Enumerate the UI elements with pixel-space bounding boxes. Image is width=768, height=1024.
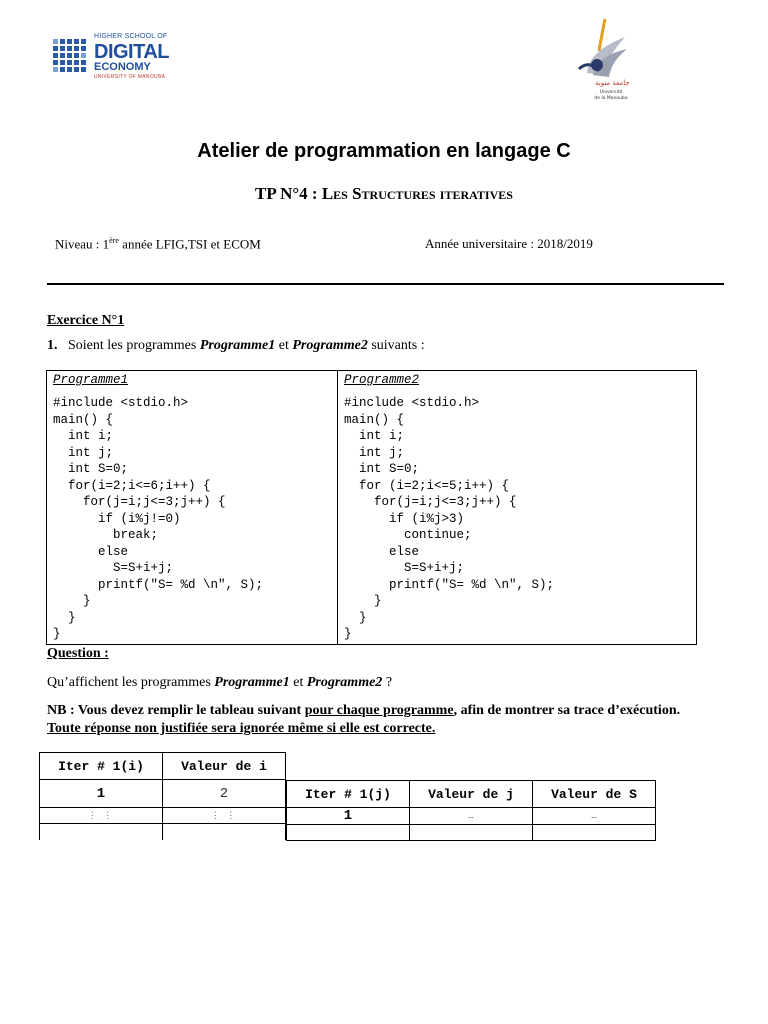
logo-univ: Université: [599, 90, 623, 95]
question-text-a: Qu’affichent les programmes: [47, 675, 215, 690]
logo-line2: DIGITAL: [94, 41, 170, 63]
programme1-cell: [47, 371, 338, 644]
programme2-cell: [338, 371, 696, 644]
question-text: [47, 675, 392, 691]
outer-cell-iter-2[interactable]: ⋮ ⋮: [40, 808, 163, 824]
programme2-code: #include <stdio.h> main() { int i; int j; int S=0; for (i=2;i<=5;i++) { for(j=i;j<=3;j++) { if (i%j>3) continue; else S=S+i+j; printf("S= %d \n", S); } } }: [344, 396, 555, 641]
logo-line3: ECONOMY: [94, 61, 151, 73]
logo-arabic: جامعة منوبة: [595, 79, 630, 87]
logo-line1: HIGHER SCHOOL OF: [94, 33, 168, 40]
trace-table-inner: [286, 780, 656, 841]
programme1-heading: Programme1: [53, 373, 129, 387]
q1-programme2: Programme2: [292, 338, 368, 353]
niveau-suffix: année LFIG,TSI et ECOM: [118, 236, 261, 252]
programme2-heading: Programme2: [344, 373, 420, 387]
q1-text-c: suivants :: [367, 338, 425, 353]
inner-cell-iter-1[interactable]: 1: [287, 808, 410, 825]
inner-cell-iter-2[interactable]: [287, 825, 410, 841]
nb-text-b: , afin de montrer sa trace d’exécution.: [453, 703, 681, 718]
trace-table-outer: [39, 752, 286, 840]
code-table: [46, 370, 697, 645]
question-text-b: et: [289, 675, 307, 690]
exercise-title: Exercice N°1: [47, 313, 125, 328]
programme1-code: #include <stdio.h> main() { int i; int j; int S=0; for(i=2;i<=6;i++) { for(j=i;j<=3;j++) { if (i%j!=0) break; else S=S+i+j; printf("S= %d \n", S); } } }: [53, 396, 264, 641]
q1-text-a: Soient les programmes: [68, 338, 200, 353]
outer-cell-value-2[interactable]: ⋮ ⋮: [163, 808, 286, 824]
q1-programme1: Programme1: [199, 338, 276, 353]
question-text-c: ?: [382, 675, 393, 690]
question-label: Question :: [47, 646, 109, 661]
nb-underlined-2: Toute réponse non justifiée sera ignorée même si elle est correcte.: [47, 721, 436, 736]
digital-grid-icon: [50, 37, 90, 77]
academic-year: Année universitaire : 2018/2019: [425, 236, 593, 251]
page-title: Atelier de programmation en langage C: [197, 140, 571, 162]
university-logo: [575, 15, 637, 101]
nb-text-a: NB : Vous devez remplir le tableau suivant: [47, 703, 305, 718]
inner-header-j: Valeur de j: [410, 781, 533, 808]
page-subtitle: TP N°4 : Les Structures iteratives: [255, 184, 513, 203]
question-programme2: Programme2: [306, 675, 383, 690]
school-logo: [50, 33, 170, 85]
nb-underlined-1: pour chaque programme: [304, 703, 454, 718]
inner-cell-s-1[interactable]: …: [533, 808, 656, 825]
inner-cell-j-1[interactable]: …: [410, 808, 533, 825]
divider: [47, 283, 724, 285]
inner-cell-s-2[interactable]: [533, 825, 656, 841]
university-emblem-icon: [575, 15, 637, 101]
niveau-line: [55, 236, 261, 252]
outer-cell-iter-1[interactable]: 1: [40, 780, 163, 808]
niveau-prefix: Niveau : 1: [55, 236, 110, 252]
q1-text-b: et: [275, 338, 293, 353]
school-logo-text: [94, 33, 169, 80]
outer-cell-iter-3[interactable]: [40, 824, 163, 840]
logo-manouba: de la Manouba: [594, 96, 628, 101]
question-programme1: Programme1: [214, 675, 290, 690]
outer-header-iter: Iter # 1(i): [40, 753, 163, 780]
niveau-sup: ère: [109, 236, 119, 245]
inner-header-iter: Iter # 1(j): [287, 781, 410, 808]
question-1: [47, 338, 425, 354]
outer-header-value: Valeur de i: [163, 753, 286, 780]
q1-number: 1.: [47, 338, 58, 353]
outer-cell-value-1[interactable]: 2: [163, 780, 286, 808]
inner-header-s: Valeur de S: [533, 781, 656, 808]
outer-cell-value-3[interactable]: [163, 824, 286, 840]
logo-line4: UNIVERSITY OF MANOUBA: [94, 74, 166, 80]
nb-note: [47, 702, 687, 738]
inner-cell-j-2[interactable]: [410, 825, 533, 841]
